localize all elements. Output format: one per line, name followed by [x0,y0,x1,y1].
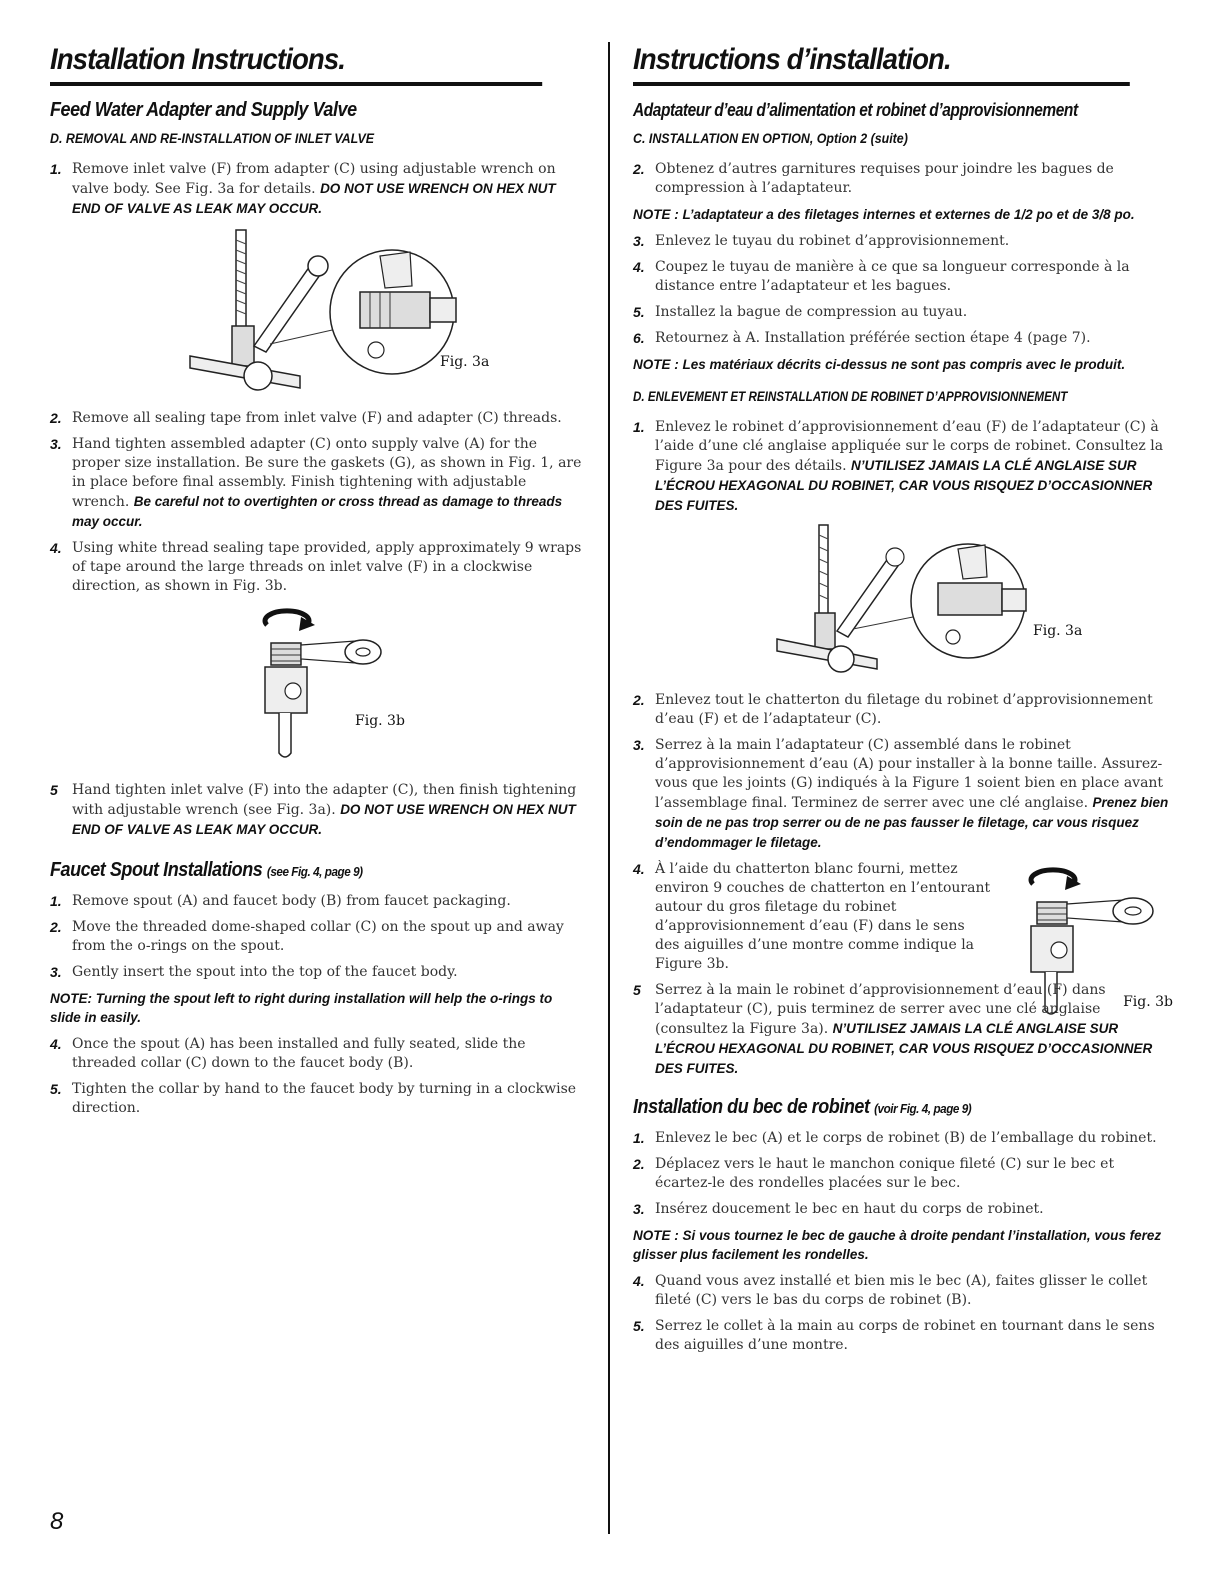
figure-3b [50,603,585,773]
step-number: 3. [633,737,645,753]
valve-wrench-illustration [773,523,1053,683]
fig3b-wrap [633,860,1173,1079]
page-title-english: Installation Instructions. [50,42,542,86]
warning-text: Be careful not to overtighten or cross thread as damage to threads may occur. [72,494,563,529]
step-number: 3. [633,233,645,249]
step-text: Tighten the collar by hand to the faucet body by turning in a clockwise direction. [72,1081,577,1116]
step-number: 3. [50,964,62,980]
step-number: 3. [50,436,62,452]
faucet-step-4 [50,1035,585,1073]
step-text: Insérez doucement le bec en haut du corps de robinet. [655,1201,1044,1217]
step-d4 [633,860,993,974]
faucet-step-2 [50,918,585,956]
valve-wrench-illustration [180,226,480,401]
step-number: 2. [50,410,62,426]
step-c2 [633,160,1173,198]
step-text: Serrez le collet à la main au corps de robinet en tournant dans le sens des aiguilles d’une montre. [655,1318,1155,1353]
step-text: Serrez à la main l’adaptateur (C) assemblé dans le robinet d’approvisionnement d’eau (A) pour installer à la bonne taille. Assurez-vous que les joints (G) indiqués à la Figure 1 soient bien en place avant l’assemblage final. Terminez de serrer avec une clé anglaise. [655,737,1164,811]
figure-3a-fr [633,523,1173,683]
step-text: Remove all sealing tape from inlet valve (F) and adapter (C) threads. [72,410,562,426]
step-text: Enlevez le tuyau du robinet d’approvisionnement. [655,233,1010,249]
step-text: À l’aide du chatterton blanc fourni, mettez environ 9 couches de chatterton en l’entourant autour du gros filetage du robinet d’approvisionnement d’eau (F) dans le sens des aiguilles d’une montre comme indique la Figure 3b. [655,861,991,972]
step-number: 1. [50,893,62,909]
section-title-faucet-spout [50,858,532,884]
wrapped-steps [633,860,993,974]
note-filetages: NOTE : L’adaptateur a des filetages internes et externes de 1/2 po et de 3/8 po. [633,207,1135,222]
step-number: 5 [50,782,58,798]
step-number: 2. [633,1156,645,1172]
step-b1 [633,1129,1173,1148]
step-number: 2. [50,919,62,935]
thread-tape-illustration [245,603,405,773]
step-c5 [633,303,1173,322]
step-text: Remove inlet valve (F) from adapter (C) using adjustable wrench on valve body. See Fig. 3a for details. [72,161,556,197]
warning-text: DO NOT USE WRENCH ON HEX NUT END OF VALVE AS LEAK MAY OCCUR. [72,802,576,837]
step-5 [50,781,585,840]
step-4 [50,539,585,596]
step-number: 2. [633,161,645,177]
step-text: Obtenez d’autres garnitures requises pour joindre les bagues de compression à l’adaptateur. [655,161,1114,196]
step-text: Gently insert the spout into the top of the faucet body. [72,964,458,980]
step-number: 5. [633,304,645,320]
step-text: Once the spout (A) has been installed and fully seated, slide the threaded collar (C) down to the faucet body (B). [72,1036,526,1071]
step-d5 [633,981,1173,1079]
warning-text: Prenez bien soin de ne pas trop serrer ou de ne pas fausser le filetage, car vous risquez d’endommager le filetage. [655,795,1169,850]
step-number: 4. [633,259,645,275]
step-number: 2. [633,692,645,708]
step-text: Enlevez le robinet d’approvisionnement d’eau (F) de l’adaptateur (C) à l’aide d’une clé anglaise appliquée sur le corps de robinet. Consultez la Figure 3a pour des détails. [655,419,1164,474]
step-text: Déplacez vers le haut le manchon conique fileté (C) sur le bec et écartez-le des rondelles placées sur le bec. [655,1156,1115,1191]
figure-3a [50,226,585,401]
step-c3 [633,232,1173,251]
faucet-step-1 [50,892,585,911]
step-d1 [633,418,1173,516]
subsection-title-option2: C. INSTALLATION EN OPTION, Option 2 (suite) [633,131,908,146]
step-d3 [633,736,1173,853]
step-number: 1. [633,1130,645,1146]
step-1 [50,160,585,219]
column-divider [608,42,610,1534]
step-number: 4. [50,1036,62,1052]
section-title-adaptateur: Adaptateur d’eau d’alimentation et robinet d’approvisionnement [633,100,1078,120]
warning-text: N’UTILISEZ JAMAIS LA CLÉ ANGLAISE SUR L’ÉCROU HEXAGONAL DU ROBINET, CAR VOUS RISQUEZ D’OCCASIONNER DES FUITES. [655,1021,1153,1076]
step-number: 5. [50,1081,62,1097]
step-number: 5 [633,982,641,998]
step-d2 [633,691,1173,729]
step-number: 4. [633,861,645,877]
step-number: 1. [50,161,62,177]
note-spout: NOTE: Turning the spout left to right during installation will help the o-rings to slide in easily. [50,991,553,1025]
warning-text: N’UTILISEZ JAMAIS LA CLÉ ANGLAISE SUR L’ÉCROU HEXAGONAL DU ROBINET, CAR VOUS RISQUEZ D’OCCASIONNER DES FUITES. [655,458,1153,513]
step-text: Coupez le tuyau de manière à ce que sa longueur corresponde à la distance entre l’adaptateur et les bagues. [655,259,1130,294]
step-number: 5. [633,1318,645,1334]
step-number: 4. [633,1273,645,1289]
faucet-step-5 [50,1080,585,1118]
step-text: Retournez à A. Installation préférée section étape 4 (page 7). [655,330,1091,346]
subsection-title-enlevement: D. ENLEVEMENT ET REINSTALLATION DE ROBINET D’APPROVISIONNEMENT [633,389,1068,404]
step-number: 1. [633,419,645,435]
page-number: 8 [50,1508,64,1535]
step-number: 4. [50,540,62,556]
warning-text: DO NOT USE WRENCH ON HEX NUT END OF VALVE AS LEAK MAY OCCUR. [72,181,556,216]
step-number: 3. [633,1201,645,1217]
section-title-text: Installation du bec de robinet [633,1096,870,1118]
step-text: Installez la bague de compression au tuyau. [655,304,968,320]
step-b5 [633,1317,1173,1355]
step-b3 [633,1200,1173,1219]
figure-label: Fig. 3a [440,354,490,370]
page-title-french: Instructions d’installation. [633,42,1130,86]
figure-label: Fig. 3b [1123,994,1173,1010]
step-text: Move the threaded dome-shaped collar (C) on the spout up and away from the o-rings on the spout. [72,919,564,954]
step-b4 [633,1272,1173,1310]
step-text: Enlevez le bec (A) et le corps de robinet (B) de l’emballage du robinet. [655,1130,1157,1146]
french-column [633,42,1173,1362]
faucet-step-3 [50,963,585,982]
step-b2 [633,1155,1173,1193]
step-c4 [633,258,1173,296]
step-c6 [633,329,1173,348]
step-2 [50,409,585,428]
note-bec: NOTE : Si vous tournez le bec de gauche à droite pendant l’installation, vous ferez glisser plus facilement les rondelles. [633,1228,1162,1262]
step-text: Serrez à la main le robinet d’approvisionnement d’eau (F) dans l’adaptateur (C), puis terminez de serrer avec une clé anglaise (consultez la Figure 3a). [655,982,1106,1037]
section-title-text: Faucet Spout Installations [50,859,263,881]
figure-label: Fig. 3b [355,713,405,729]
step-number: 6. [633,330,645,346]
english-column [50,42,585,1125]
step-text: Using white thread sealing tape provided, apply approximately 9 wraps of tape around the large threads on inlet valve (F) in a clockwise direction, as shown in Fig. 3b. [72,540,582,594]
step-text: Hand tighten inlet valve (F) into the adapter (C), then finish tightening with adjustable wrench (see Fig. 3a). [72,782,577,818]
subsection-title-removal: D. REMOVAL AND RE-INSTALLATION OF INLET VALVE [50,131,375,146]
section-title-bec [633,1095,1119,1121]
note-materiaux: NOTE : Les matériaux décrits ci-dessus ne sont pas compris avec le produit. [633,357,1126,372]
step-3 [50,435,585,532]
step-text: Remove spout (A) and faucet body (B) from faucet packaging. [72,893,511,909]
section-figure-reference: (voir Fig. 4, page 9) [874,1101,972,1116]
step-text: Quand vous avez installé et bien mis le bec (A), faites glisser le collet fileté (C) vers le bas du corps de robinet (B). [655,1273,1148,1308]
section-figure-reference: (see Fig. 4, page 9) [266,864,363,879]
step-text: Enlevez tout le chatterton du filetage du robinet d’approvisionnement d’eau (F) et de l’adaptateur (C). [655,692,1153,727]
figure-label: Fig. 3a [1033,623,1083,639]
section-title-feed-water: Feed Water Adapter and Supply Valve [50,99,357,121]
step-text: Hand tighten assembled adapter (C) onto supply valve (A) for the proper size installation. Be sure the gaskets (G), as shown in Fig. 1, are in place before final assembly. Finish tightening with adjustable wrench. [72,436,582,510]
